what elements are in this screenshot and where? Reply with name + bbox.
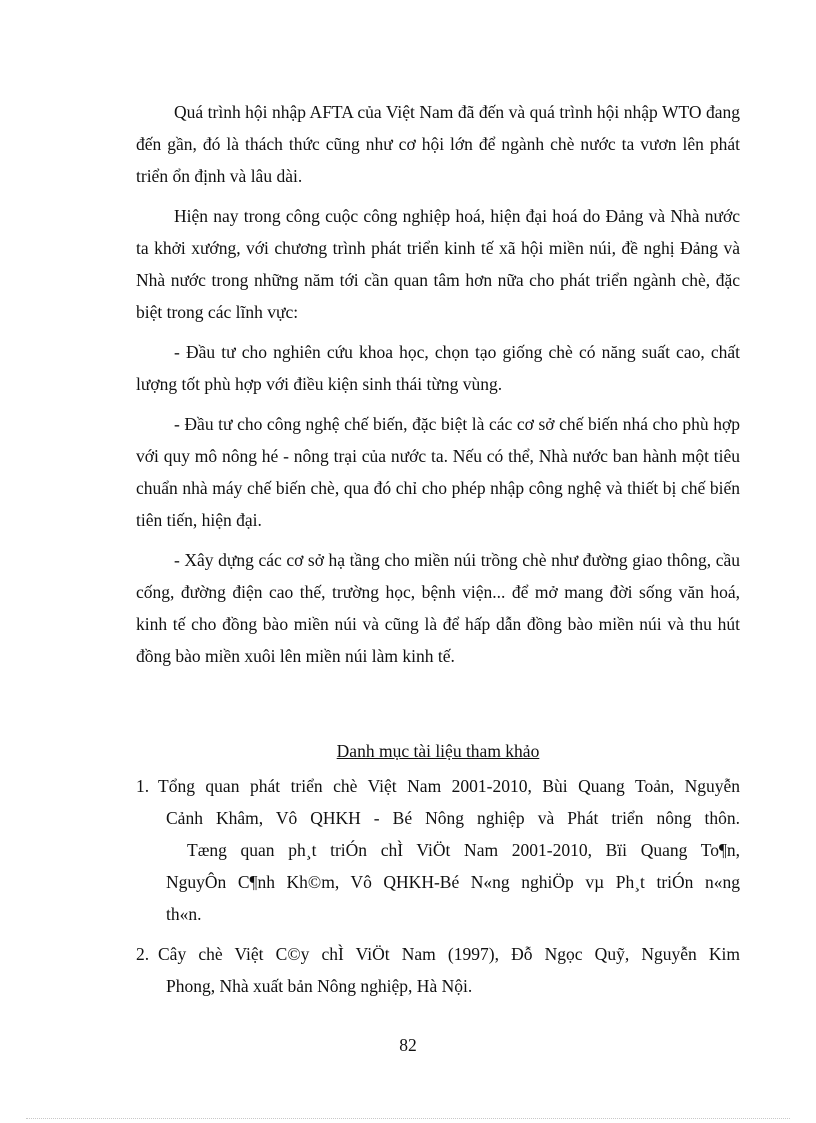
reference-item xyxy=(136,938,740,1002)
reference-line: th«n. xyxy=(166,904,202,924)
reference-line: Cảnh Khâm, Vô QHKH - Bé Nông nghiệp và Phát triển nông thôn. xyxy=(166,808,740,828)
reference-number: 2. xyxy=(136,944,150,964)
reference-line: Tổng quan phát triển chè Việt Nam 2001-2010, Bùi Quang Toản, Nguyễn xyxy=(158,776,740,796)
reference-line: Tæng quan ph¸t triÓn chÌ ViÖt Nam 2001-2010, Bïi Quang To¶n, xyxy=(187,840,740,860)
paragraph-afta-wto: Quá trình hội nhập AFTA của Việt Nam đã đến và quá trình hội nhập WTO đang đến gần, đó là thách thức cũng như cơ hội lớn để ngành chè nước ta vươn lên phát triển ổn định và lâu dài. xyxy=(136,102,740,186)
page-number: 82 xyxy=(399,1035,417,1055)
paragraph-research-investment: - Đầu tư cho nghiên cứu khoa học, chọn tạo giống chè có năng suất cao, chất lượng tốt phù hợp với điều kiện sinh thái từng vùng. xyxy=(136,342,740,394)
footer-divider xyxy=(26,1118,790,1119)
reference-item xyxy=(136,770,740,930)
reference-line: NguyÔn C¶nh Kh©m, Vô QHKH-Bé N«ng nghiÖp vµ Ph¸t triÓn n«ng xyxy=(166,872,740,892)
reference-text xyxy=(158,770,740,930)
references-list xyxy=(136,770,740,1010)
reference-line: Phong, Nhà xuất bản Nông nghiệp, Hà Nội. xyxy=(166,976,473,996)
paragraph-infrastructure: - Xây dựng các cơ sở hạ tầng cho miền núi trồng chè như đường giao thông, cầu cống, đường điện cao thế, trường học, bệnh viện... để mở mang đời sống văn hoá, kinh tế cho đồng bào miền núi và cũng là để hấp dẫn đồng bào miền núi và thu hút đồng bào miền xuôi lên miền núi làm kinh tế. xyxy=(136,550,740,666)
paragraph-industrialization: Hiện nay trong công cuộc công nghiệp hoá, hiện đại hoá do Đảng và Nhà nước ta khởi xướng, với chương trình phát triển kinh tế xã hội miền núi, đề nghị Đảng và Nhà nước trong những năm tới cần quan tâm hơn nữa cho phát triển ngành chè, đặc biệt trong các lĩnh vực: xyxy=(136,206,740,322)
reference-number: 1. xyxy=(136,776,150,796)
paragraph-processing-investment: - Đầu tư cho công nghệ chế biến, đặc biệt là các cơ sở chế biến nhá cho phù hợp với quy mô nông hé - nông trại của nước ta. Nếu có thể, Nhà nước ban hành một tiêu chuẩn nhà máy chế biến chè, qua đó chỉ cho phép nhập công nghệ và thiết bị chế biến tiên tiến, hiện đại. xyxy=(136,414,740,530)
reference-text xyxy=(158,938,740,1002)
references-title: Danh mục tài liệu tham khảo xyxy=(336,741,540,761)
body-text xyxy=(136,96,740,680)
reference-line: Cây chè Việt C©y chÌ ViÖt Nam (1997), Đỗ Ngọc Quỹ, Nguyễn Kim xyxy=(158,944,740,964)
